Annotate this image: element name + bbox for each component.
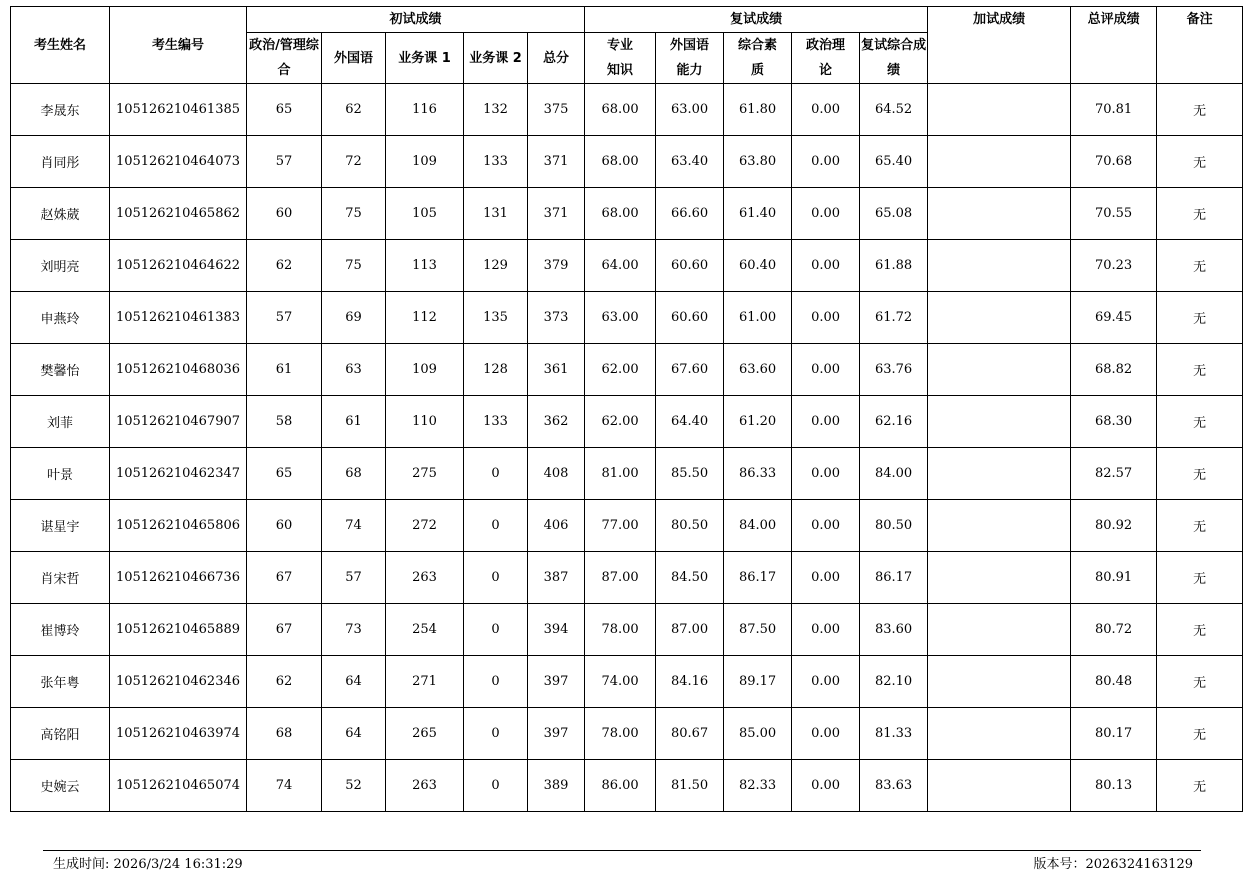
- table-row: [11, 240, 1243, 292]
- cell-quality: 60.40: [724, 240, 792, 292]
- cell-politics: 60: [247, 188, 322, 240]
- cell-course2: 128: [464, 344, 528, 396]
- cell-course1: 109: [386, 344, 464, 396]
- header-initial-course1: 业务课 1: [386, 33, 464, 84]
- header-total-eval: 总评成绩: [1071, 7, 1157, 84]
- cell-id: 105126210466736: [110, 552, 247, 604]
- cell-composite: 86.17: [860, 552, 928, 604]
- cell-politics: 67: [247, 552, 322, 604]
- footer-divider: [43, 850, 1201, 851]
- cell-id: 105126210467907: [110, 396, 247, 448]
- header-retest-quality: 综合素质: [724, 33, 792, 84]
- cell-course2: 133: [464, 396, 528, 448]
- table-row: [11, 760, 1243, 812]
- cell-retest-foreign: 63.00: [656, 84, 724, 136]
- cell-extra: [928, 84, 1071, 136]
- cell-major: 68.00: [585, 84, 656, 136]
- cell-extra: [928, 396, 1071, 448]
- cell-id: 105126210464073: [110, 136, 247, 188]
- header-retest-foreign: 外国语能力: [656, 33, 724, 84]
- cell-major: 78.00: [585, 604, 656, 656]
- cell-remark: 无: [1157, 344, 1243, 396]
- header-retest-composite: 复试综合成绩: [860, 33, 928, 84]
- header-remark: 备注: [1157, 7, 1243, 84]
- cell-quality: 61.80: [724, 84, 792, 136]
- cell-sum: 387: [528, 552, 585, 604]
- header-initial-politics: 政治/管理综合: [247, 33, 322, 84]
- cell-retest-politics: 0.00: [792, 240, 860, 292]
- header-initial-foreign: 外国语: [322, 33, 386, 84]
- cell-remark: 无: [1157, 656, 1243, 708]
- cell-major: 74.00: [585, 656, 656, 708]
- header-id: 考生编号: [110, 7, 247, 84]
- cell-retest-politics: 0.00: [792, 136, 860, 188]
- cell-foreign: 72: [322, 136, 386, 188]
- cell-name: 申燕玲: [11, 292, 110, 344]
- cell-sum: 397: [528, 656, 585, 708]
- cell-retest-foreign: 81.50: [656, 760, 724, 812]
- cell-course1: 110: [386, 396, 464, 448]
- cell-total-eval: 68.82: [1071, 344, 1157, 396]
- cell-course2: 133: [464, 136, 528, 188]
- table-row: [11, 84, 1243, 136]
- cell-politics: 74: [247, 760, 322, 812]
- cell-name: 张年粤: [11, 656, 110, 708]
- cell-course2: 0: [464, 656, 528, 708]
- cell-sum: 371: [528, 188, 585, 240]
- table-row: [11, 292, 1243, 344]
- cell-course2: 129: [464, 240, 528, 292]
- cell-quality: 85.00: [724, 708, 792, 760]
- cell-retest-foreign: 60.60: [656, 240, 724, 292]
- cell-retest-politics: 0.00: [792, 396, 860, 448]
- cell-politics: 58: [247, 396, 322, 448]
- table-row: [11, 604, 1243, 656]
- cell-sum: 408: [528, 448, 585, 500]
- cell-course1: 112: [386, 292, 464, 344]
- cell-extra: [928, 292, 1071, 344]
- cell-foreign: 75: [322, 240, 386, 292]
- cell-sum: 397: [528, 708, 585, 760]
- cell-composite: 61.88: [860, 240, 928, 292]
- cell-total-eval: 70.55: [1071, 188, 1157, 240]
- cell-retest-politics: 0.00: [792, 500, 860, 552]
- cell-quality: 61.00: [724, 292, 792, 344]
- cell-retest-politics: 0.00: [792, 656, 860, 708]
- cell-composite: 81.33: [860, 708, 928, 760]
- cell-extra: [928, 708, 1071, 760]
- cell-total-eval: 80.91: [1071, 552, 1157, 604]
- cell-sum: 379: [528, 240, 585, 292]
- cell-course1: 113: [386, 240, 464, 292]
- cell-composite: 82.10: [860, 656, 928, 708]
- cell-retest-politics: 0.00: [792, 344, 860, 396]
- cell-name: 谌星宇: [11, 500, 110, 552]
- cell-major: 64.00: [585, 240, 656, 292]
- cell-course1: 263: [386, 552, 464, 604]
- cell-retest-politics: 0.00: [792, 604, 860, 656]
- cell-total-eval: 80.48: [1071, 656, 1157, 708]
- cell-foreign: 52: [322, 760, 386, 812]
- cell-composite: 83.60: [860, 604, 928, 656]
- cell-composite: 65.08: [860, 188, 928, 240]
- cell-course1: 275: [386, 448, 464, 500]
- cell-total-eval: 70.81: [1071, 84, 1157, 136]
- cell-retest-foreign: 85.50: [656, 448, 724, 500]
- table-row: [11, 656, 1243, 708]
- cell-retest-politics: 0.00: [792, 708, 860, 760]
- header-retest-major: 专业知识: [585, 33, 656, 84]
- cell-id: 105126210462346: [110, 656, 247, 708]
- cell-total-eval: 80.13: [1071, 760, 1157, 812]
- cell-extra: [928, 656, 1071, 708]
- cell-name: 刘菲: [11, 396, 110, 448]
- cell-sum: 362: [528, 396, 585, 448]
- cell-foreign: 64: [322, 708, 386, 760]
- cell-total-eval: 80.92: [1071, 500, 1157, 552]
- cell-sum: 389: [528, 760, 585, 812]
- cell-retest-politics: 0.00: [792, 552, 860, 604]
- cell-id: 105126210465862: [110, 188, 247, 240]
- cell-name: 史婉云: [11, 760, 110, 812]
- table-row: [11, 188, 1243, 240]
- cell-retest-foreign: 64.40: [656, 396, 724, 448]
- cell-remark: 无: [1157, 292, 1243, 344]
- cell-extra: [928, 188, 1071, 240]
- cell-name: 刘明亮: [11, 240, 110, 292]
- cell-sum: 361: [528, 344, 585, 396]
- cell-quality: 87.50: [724, 604, 792, 656]
- cell-retest-politics: 0.00: [792, 292, 860, 344]
- cell-quality: 86.17: [724, 552, 792, 604]
- cell-extra: [928, 344, 1071, 396]
- cell-major: 81.00: [585, 448, 656, 500]
- cell-course2: 135: [464, 292, 528, 344]
- cell-course1: 105: [386, 188, 464, 240]
- cell-course2: 0: [464, 604, 528, 656]
- cell-course1: 263: [386, 760, 464, 812]
- cell-politics: 67: [247, 604, 322, 656]
- header-initial-group: 初试成绩: [247, 7, 585, 33]
- cell-politics: 65: [247, 84, 322, 136]
- cell-retest-foreign: 87.00: [656, 604, 724, 656]
- cell-course2: 0: [464, 500, 528, 552]
- table-row: [11, 708, 1243, 760]
- version-number: 版本号：2026324163129: [1033, 857, 1193, 872]
- cell-id: 105126210464622: [110, 240, 247, 292]
- cell-sum: 373: [528, 292, 585, 344]
- cell-total-eval: 70.68: [1071, 136, 1157, 188]
- cell-foreign: 62: [322, 84, 386, 136]
- score-table: [10, 6, 1243, 812]
- cell-sum: 371: [528, 136, 585, 188]
- cell-remark: 无: [1157, 708, 1243, 760]
- table-row: [11, 500, 1243, 552]
- cell-name: 赵姝葳: [11, 188, 110, 240]
- cell-extra: [928, 760, 1071, 812]
- cell-foreign: 61: [322, 396, 386, 448]
- cell-extra: [928, 500, 1071, 552]
- cell-course2: 0: [464, 760, 528, 812]
- cell-retest-foreign: 80.67: [656, 708, 724, 760]
- cell-sum: 375: [528, 84, 585, 136]
- cell-composite: 80.50: [860, 500, 928, 552]
- table-row: [11, 396, 1243, 448]
- cell-name: 樊馨怡: [11, 344, 110, 396]
- cell-name: 肖宋哲: [11, 552, 110, 604]
- cell-quality: 86.33: [724, 448, 792, 500]
- cell-retest-foreign: 67.60: [656, 344, 724, 396]
- cell-major: 63.00: [585, 292, 656, 344]
- cell-foreign: 74: [322, 500, 386, 552]
- table-row: [11, 448, 1243, 500]
- cell-course1: 272: [386, 500, 464, 552]
- cell-remark: 无: [1157, 240, 1243, 292]
- cell-total-eval: 69.45: [1071, 292, 1157, 344]
- cell-name: 叶景: [11, 448, 110, 500]
- cell-extra: [928, 240, 1071, 292]
- cell-name: 肖同彤: [11, 136, 110, 188]
- cell-composite: 62.16: [860, 396, 928, 448]
- cell-remark: 无: [1157, 604, 1243, 656]
- cell-retest-foreign: 63.40: [656, 136, 724, 188]
- cell-major: 68.00: [585, 136, 656, 188]
- cell-politics: 57: [247, 136, 322, 188]
- cell-extra: [928, 604, 1071, 656]
- cell-id: 105126210465074: [110, 760, 247, 812]
- cell-total-eval: 68.30: [1071, 396, 1157, 448]
- cell-course2: 0: [464, 448, 528, 500]
- cell-major: 87.00: [585, 552, 656, 604]
- cell-quality: 61.40: [724, 188, 792, 240]
- cell-foreign: 57: [322, 552, 386, 604]
- cell-foreign: 73: [322, 604, 386, 656]
- cell-composite: 83.63: [860, 760, 928, 812]
- table-row: [11, 552, 1243, 604]
- cell-foreign: 63: [322, 344, 386, 396]
- header-extra: 加试成绩: [928, 7, 1071, 84]
- cell-politics: 65: [247, 448, 322, 500]
- cell-remark: 无: [1157, 188, 1243, 240]
- cell-major: 62.00: [585, 344, 656, 396]
- cell-course1: 271: [386, 656, 464, 708]
- cell-retest-politics: 0.00: [792, 84, 860, 136]
- cell-quality: 89.17: [724, 656, 792, 708]
- cell-name: 李晟东: [11, 84, 110, 136]
- cell-foreign: 68: [322, 448, 386, 500]
- cell-major: 77.00: [585, 500, 656, 552]
- cell-retest-politics: 0.00: [792, 448, 860, 500]
- cell-name: 高铭阳: [11, 708, 110, 760]
- cell-retest-foreign: 80.50: [656, 500, 724, 552]
- cell-extra: [928, 136, 1071, 188]
- cell-id: 105126210463974: [110, 708, 247, 760]
- cell-id: 105126210468036: [110, 344, 247, 396]
- cell-major: 68.00: [585, 188, 656, 240]
- cell-remark: 无: [1157, 84, 1243, 136]
- cell-course2: 131: [464, 188, 528, 240]
- cell-total-eval: 82.57: [1071, 448, 1157, 500]
- cell-total-eval: 70.23: [1071, 240, 1157, 292]
- table-row: [11, 136, 1243, 188]
- cell-politics: 62: [247, 240, 322, 292]
- cell-retest-foreign: 60.60: [656, 292, 724, 344]
- cell-retest-foreign: 66.60: [656, 188, 724, 240]
- cell-politics: 68: [247, 708, 322, 760]
- cell-retest-politics: 0.00: [792, 188, 860, 240]
- cell-course1: 265: [386, 708, 464, 760]
- cell-foreign: 75: [322, 188, 386, 240]
- cell-composite: 63.76: [860, 344, 928, 396]
- cell-foreign: 64: [322, 656, 386, 708]
- cell-major: 78.00: [585, 708, 656, 760]
- cell-remark: 无: [1157, 396, 1243, 448]
- cell-politics: 60: [247, 500, 322, 552]
- score-rows: [11, 84, 1243, 812]
- cell-remark: 无: [1157, 500, 1243, 552]
- cell-total-eval: 80.17: [1071, 708, 1157, 760]
- header-initial-sum: 总分: [528, 33, 585, 84]
- cell-remark: 无: [1157, 448, 1243, 500]
- cell-sum: 394: [528, 604, 585, 656]
- cell-total-eval: 80.72: [1071, 604, 1157, 656]
- cell-remark: 无: [1157, 136, 1243, 188]
- cell-id: 105126210461383: [110, 292, 247, 344]
- header-retest-politics: 政治理论: [792, 33, 860, 84]
- cell-quality: 82.33: [724, 760, 792, 812]
- cell-composite: 84.00: [860, 448, 928, 500]
- generated-time: 生成时间: 2026/3/24 16:31:29: [53, 857, 243, 872]
- cell-id: 105126210462347: [110, 448, 247, 500]
- header-initial-course2: 业务课 2: [464, 33, 528, 84]
- cell-course2: 132: [464, 84, 528, 136]
- cell-course1: 109: [386, 136, 464, 188]
- cell-retest-foreign: 84.16: [656, 656, 724, 708]
- cell-course1: 116: [386, 84, 464, 136]
- cell-extra: [928, 448, 1071, 500]
- cell-politics: 57: [247, 292, 322, 344]
- cell-retest-politics: 0.00: [792, 760, 860, 812]
- cell-retest-foreign: 84.50: [656, 552, 724, 604]
- cell-course1: 254: [386, 604, 464, 656]
- cell-quality: 63.60: [724, 344, 792, 396]
- cell-composite: 65.40: [860, 136, 928, 188]
- cell-course2: 0: [464, 552, 528, 604]
- table-row: [11, 344, 1243, 396]
- cell-major: 86.00: [585, 760, 656, 812]
- cell-quality: 61.20: [724, 396, 792, 448]
- cell-course2: 0: [464, 708, 528, 760]
- header-name: 考生姓名: [11, 7, 110, 84]
- cell-id: 105126210461385: [110, 84, 247, 136]
- cell-quality: 84.00: [724, 500, 792, 552]
- cell-remark: 无: [1157, 760, 1243, 812]
- cell-remark: 无: [1157, 552, 1243, 604]
- cell-politics: 62: [247, 656, 322, 708]
- cell-extra: [928, 552, 1071, 604]
- cell-name: 崔博玲: [11, 604, 110, 656]
- cell-sum: 406: [528, 500, 585, 552]
- cell-major: 62.00: [585, 396, 656, 448]
- cell-composite: 61.72: [860, 292, 928, 344]
- cell-id: 105126210465889: [110, 604, 247, 656]
- header-retest-group: 复试成绩: [585, 7, 928, 33]
- cell-id: 105126210465806: [110, 500, 247, 552]
- cell-foreign: 69: [322, 292, 386, 344]
- cell-politics: 61: [247, 344, 322, 396]
- cell-quality: 63.80: [724, 136, 792, 188]
- cell-composite: 64.52: [860, 84, 928, 136]
